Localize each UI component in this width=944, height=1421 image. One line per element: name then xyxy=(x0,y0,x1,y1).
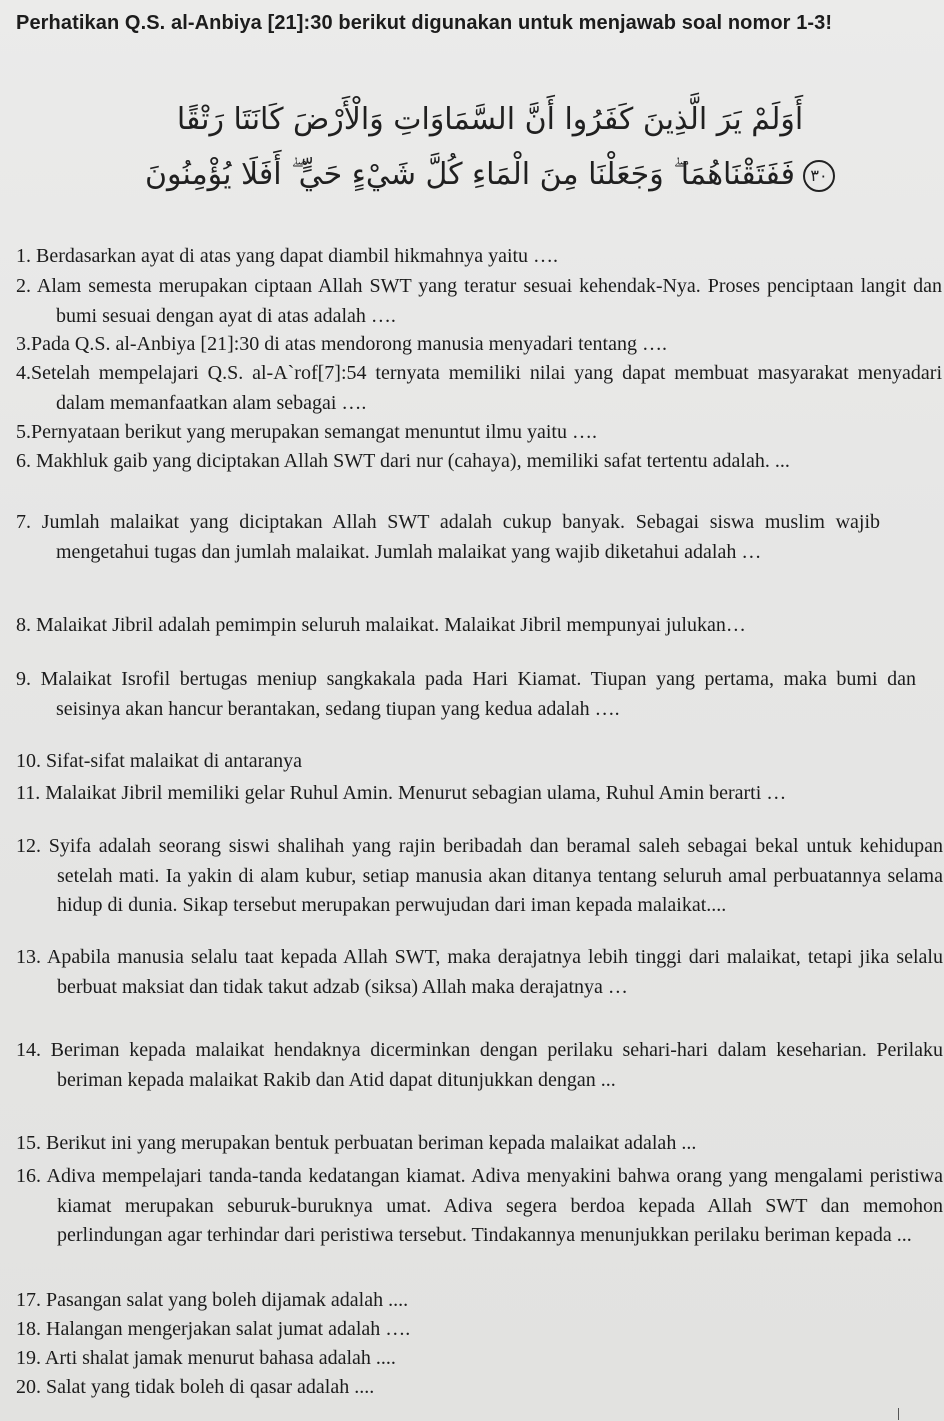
question-2: 2. Alam semesta merupakan ciptaan Allah SWT yang teratur sesuai kehendak-Nya. Proses penciptaan langit dan bumi sesuai dengan ayat di atas adalah …. xyxy=(16,275,942,327)
question-text: Malaikat Isrofil bertugas meniup sangkakala pada Hari Kiamat. Tiupan yang pertama, maka bumi dan seisinya akan hancur berantakan, sedang tiupan yang kedua adalah …. xyxy=(40,668,917,720)
question-20: 20. Salat yang tidak boleh di qasar adalah .... xyxy=(16,1376,375,1398)
question-text: Arti shalat jamak menurut bahasa adalah .... xyxy=(44,1347,396,1369)
question-text: Malaikat Jibril adalah pemimpin seluruh malaikat. Malaikat Jibril mempunyai julukan… xyxy=(36,614,746,636)
question-text: Pada Q.S. al-Anbiya [21]:30 di atas mendorong manusia menyadari tentang …. xyxy=(31,333,667,355)
question-9: 9. Malaikat Isrofil bertugas meniup sangkakala pada Hari Kiamat. Tiupan yang pertama, maka bumi dan seisinya akan hancur berantakan, sedang tiupan yang kedua adalah …. xyxy=(16,668,917,720)
question-text: Berdasarkan ayat di atas yang dapat diambil hikmahnya yaitu …. xyxy=(36,245,559,267)
question-text: Sifat-sifat malaikat di antaranya xyxy=(46,750,303,772)
question-text: Apabila manusia selalu taat kepada Allah SWT, maka derajatnya lebih tinggi dari malaikat, tetapi jika selalu berbuat maksiat dan tidak takut adzab (siksa) Allah maka derajatnya … xyxy=(46,946,943,998)
question-text: Beriman kepada malaikat hendaknya dicerminkan dengan perilaku sehari-hari dalam keseharian. Perilaku beriman kepada malaikat Rakib dan Atid dapat ditunjukkan dengan ... xyxy=(50,1039,944,1091)
question-text: Berikut ini yang merupakan bentuk perbuatan beriman kepada malaikat adalah ... xyxy=(46,1132,697,1154)
question-10: 10. Sifat-sifat malaikat di antaranya xyxy=(16,750,303,772)
quran-verse xyxy=(110,92,870,202)
question-15: 15. Berikut ini yang merupakan bentuk perbuatan beriman kepada malaikat adalah ... xyxy=(16,1132,697,1154)
question-18: 18. Halangan mengerjakan salat jumat adalah …. xyxy=(16,1318,411,1340)
question-16: 16. Adiva mempelajari tanda-tanda kedatangan kiamat. Adiva menyakini bahwa orang yang mengalami peristiwa kiamat merupakan seburuk-buruknya umat. Adiva segera berdoa kepada Allah SWT dan memohon perlindungan agar terhindar dari peristiwa tersebut. Tindakannya menunjukkan perilaku beriman kepada ... xyxy=(16,1165,943,1246)
question-14: 14. Beriman kepada malaikat hendaknya dicerminkan dengan perilaku sehari-hari dalam keseharian. Perilaku beriman kepada malaikat Rakib dan Atid dapat ditunjukkan dengan ... xyxy=(16,1039,944,1091)
verse-line-1: أَوَلَمْ يَرَ الَّذِينَ كَفَرُوا أَنَّ السَّمَاوَاتِ وَالْأَرْضَ كَانَتَا رَتْقًا xyxy=(176,102,804,137)
question-text: Jumlah malaikat yang diciptakan Allah SWT adalah cukup banyak. Sebagai siswa muslim wajib mengetahui tugas dan jumlah malaikat. Jumlah malaikat yang wajib diketahui adalah … xyxy=(41,511,881,563)
question-12: 12. Syifa adalah seorang siswi shalihah yang rajin beribadah dan beramal saleh sebagai bekal untuk kehidupan setelah mati. Ia yakin di alam kubur, setiap manusia akan ditanya tentang seluruh amal perbuatannya selama hidup di dunia. Sikap tersebut merupakan perwujudan dari iman kepada malaikat.... xyxy=(16,835,943,916)
question-6: 6. Makhluk gaib yang diciptakan Allah SWT dari nur (cahaya), memiliki safat tertentu adalah. ... xyxy=(16,450,790,472)
question-text: Setelah mempelajari Q.S. al-A`rof[7]:54 ternyata memiliki nilai yang dapat membuat masyarakat menyadari dalam memanfaatkan alam sebagai …. xyxy=(31,362,942,414)
question-text: Halangan mengerjakan salat jumat adalah …. xyxy=(46,1318,411,1340)
question-1: 1. Berdasarkan ayat di atas yang dapat diambil hikmahnya yaitu …. xyxy=(16,245,559,267)
verse-line-2-text: فَفَتَقْنَاهُمَا ۖ وَجَعَلْنَا مِنَ الْمَاءِ كُلَّ شَيْءٍ حَيٍّ ۖ أَفَلَا يُؤْمِنُونَ xyxy=(144,157,795,192)
question-text: Salat yang tidak boleh di qasar adalah .... xyxy=(46,1376,375,1398)
question-8: 8. Malaikat Jibril adalah pemimpin seluruh malaikat. Malaikat Jibril mempunyai julukan… xyxy=(16,614,746,636)
question-text: Makhluk gaib yang diciptakan Allah SWT dari nur (cahaya), memiliki safat tertentu adalah. ... xyxy=(36,450,790,472)
verse-line-2 xyxy=(110,147,870,202)
question-text: Alam semesta merupakan ciptaan Allah SWT yang teratur sesuai kehendak-Nya. Proses penciptaan langit dan bumi sesuai dengan ayat di atas adalah …. xyxy=(36,275,942,327)
ayah-number-marker: ٣٠ xyxy=(803,160,835,192)
question-17: 17. Pasangan salat yang boleh dijamak adalah .... xyxy=(16,1289,409,1311)
question-5: 5.Pernyataan berikut yang merupakan semangat menuntut ilmu yaitu …. xyxy=(16,421,597,443)
question-text: Pasangan salat yang boleh dijamak adalah .... xyxy=(46,1289,409,1311)
question-text: Pernyataan berikut yang merupakan semangat menuntut ilmu yaitu …. xyxy=(31,421,597,443)
question-text: Syifa adalah seorang siswi shalihah yang rajin beribadah dan beramal saleh sebagai bekal untuk kehidupan setelah mati. Ia yakin di alam kubur, setiap manusia akan ditanya tentang seluruh amal perbuatannya selama hidup di dunia. Sikap tersebut merupakan perwujudan dari iman kepada malaikat.... xyxy=(48,835,943,916)
question-text: Adiva mempelajari tanda-tanda kedatangan kiamat. Adiva menyakini bahwa orang yang mengalami peristiwa kiamat merupakan seburuk-buruknya umat. Adiva segera berdoa kepada Allah SWT dan memohon perlindungan agar terhindar dari peristiwa tersebut. Tindakannya menunjukkan perilaku beriman kepada ... xyxy=(46,1165,943,1246)
question-13: 13. Apabila manusia selalu taat kepada Allah SWT, maka derajatnya lebih tinggi dari malaikat, tetapi jika selalu berbuat maksiat dan tidak takut adzab (siksa) Allah maka derajatnya … xyxy=(16,946,943,998)
question-19: 19. Arti shalat jamak menurut bahasa adalah .... xyxy=(16,1347,396,1369)
question-3: 3.Pada Q.S. al-Anbiya [21]:30 di atas mendorong manusia menyadari tentang …. xyxy=(16,333,667,355)
pencil-mark xyxy=(898,1408,899,1420)
question-4: 4.Setelah mempelajari Q.S. al-A`rof[7]:54 ternyata memiliki nilai yang dapat membuat masyarakat menyadari dalam memanfaatkan alam sebagai …. xyxy=(16,362,942,414)
instruction-text: Perhatikan Q.S. al-Anbiya [21]:30 berikut digunakan untuk menjawab soal nomor 1-3! xyxy=(16,12,833,34)
question-7: 7. Jumlah malaikat yang diciptakan Allah SWT adalah cukup banyak. Sebagai siswa muslim wajib mengetahui tugas dan jumlah malaikat. Jumlah malaikat yang wajib diketahui adalah … xyxy=(16,511,881,563)
question-text: Malaikat Jibril memiliki gelar Ruhul Amin. Menurut sebagian ulama, Ruhul Amin berarti … xyxy=(45,782,787,804)
question-11: 11. Malaikat Jibril memiliki gelar Ruhul Amin. Menurut sebagian ulama, Ruhul Amin berarti … xyxy=(16,782,787,804)
